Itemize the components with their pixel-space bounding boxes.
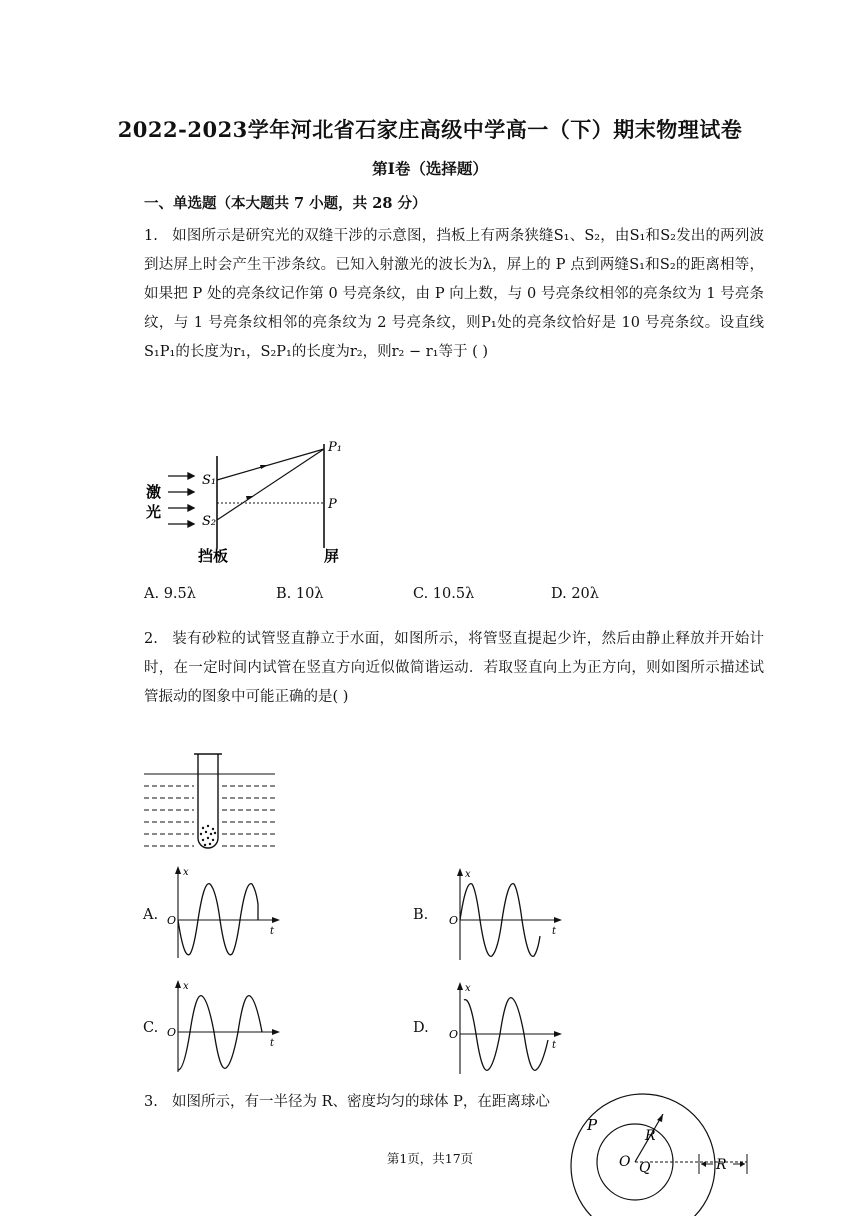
board-label: 挡板 [198, 547, 229, 565]
laser-arrows [168, 473, 194, 527]
graph-c-curve [178, 996, 262, 1070]
screen-label: 屏 [324, 547, 340, 565]
q2-option-a: A. [143, 907, 159, 923]
q1-option-c: C. 10.5λ [413, 586, 475, 602]
part-heading: 第I卷（选择题） [372, 159, 488, 178]
question-number: 3. [144, 1094, 158, 1110]
svg-text:O: O [167, 914, 177, 927]
svg-text:t: t [270, 1038, 275, 1049]
graph-c [164, 978, 284, 1074]
ray-s1-p1 [217, 449, 324, 480]
section-heading: 一、单选题（本大题共 7 小题，共 28 分） [144, 195, 427, 212]
sand-grains [200, 825, 216, 846]
s2-label: S₂ [202, 514, 217, 529]
q1-option-a: A. 9.5λ [144, 586, 196, 602]
svg-text:R: R [645, 1128, 656, 1144]
graph-d [446, 980, 566, 1076]
question-number: 1. [144, 228, 158, 244]
svg-text:x: x [183, 867, 189, 878]
q1-option-b: B. 10λ [276, 586, 324, 602]
svg-text:P: P [587, 1116, 598, 1134]
ray-s2-p1 [217, 449, 324, 520]
q2-option-c: C. [143, 1020, 159, 1036]
svg-text:O: O [449, 1028, 459, 1041]
q2-option-d: D. [413, 1020, 429, 1036]
svg-text:Q: Q [639, 1160, 651, 1176]
p-label: P [328, 497, 337, 512]
question-2 [144, 625, 764, 712]
svg-text:t: t [270, 926, 275, 937]
svg-text:x: x [465, 869, 471, 880]
svg-text:t: t [552, 1040, 557, 1051]
test-tube [194, 754, 222, 848]
question-1 [144, 222, 764, 367]
laser-label-1: 激 [146, 483, 162, 501]
question-3 [144, 1088, 564, 1117]
graph-b [446, 866, 566, 962]
question-text: 装有砂粒的试管竖直静立于水面，如图所示，将管竖直提起少许，然后由静止释放并开始计时，在一定时间内试管在竖直方向近似做简谐运动．若取竖直向上为正方向，则如图所示描述试管振动的图象中可能正确的是( ) [144, 631, 764, 705]
svg-text:t: t [552, 926, 557, 937]
q2-option-b: B. [413, 907, 429, 923]
page-title: 2022-2023学年河北省石家庄高级中学高一（下）期末物理试卷 [117, 117, 743, 142]
svg-text:x: x [183, 981, 189, 992]
page-footer: 第1页，共17页 [386, 1151, 474, 1166]
laser-label-2: 光 [146, 503, 162, 521]
double-slit-figure [140, 436, 360, 566]
q1-option-d: D. 20λ [551, 586, 599, 602]
question-text: 如图所示，有一半径为 R、密度均匀的球体 P，在距离球心 [172, 1094, 550, 1110]
question-number: 2. [144, 631, 158, 647]
question-text: 如图所示是研究光的双缝干涉的示意图，挡板上有两条狭缝S₁、S₂，由S₁和S₂发出的两列波到达屏上时会产生干涉条纹。已知入射激光的波长为λ，屏上的 P 点到两缝S₁和S₂的距离相等，如果把 P 处的亮条纹记作第 0 号亮条纹，由 P 向上数，与 0 号亮条纹相邻的亮条纹为 1 号亮条纹，与 1 号亮条纹相邻的亮条纹为 2 号亮条纹，则P₁处的亮条纹恰好是 10 号亮条纹。设直线S₁P₁的长度为r₁，S₂P₁的长度为r₂，则r₂ − r₁等于 ( ) [144, 228, 764, 360]
s1-label: S₁ [202, 473, 217, 488]
svg-text:R: R [716, 1157, 727, 1173]
graph-a [164, 864, 284, 960]
p1-label: P₁ [328, 440, 342, 455]
svg-text:O: O [619, 1154, 631, 1170]
svg-text:O: O [449, 914, 459, 927]
svg-text:O: O [167, 1026, 177, 1039]
svg-text:x: x [465, 983, 471, 994]
test-tube-figure [142, 752, 277, 854]
graph-a-curve [178, 884, 258, 955]
